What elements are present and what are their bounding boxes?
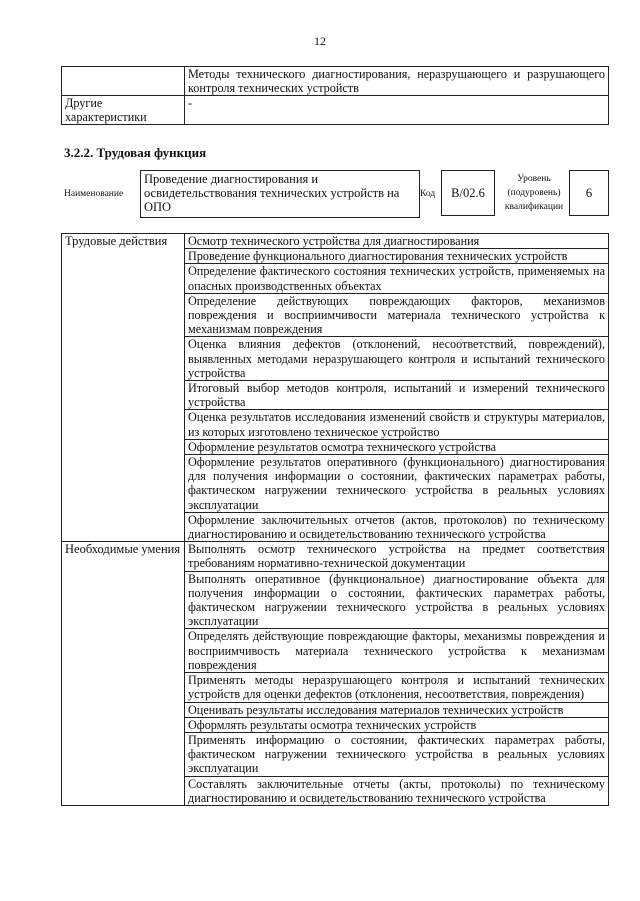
table-row <box>62 542 609 571</box>
section-item: Составлять заключительные отчеты (акты, протоколы) по техническому диагностированию и освидетельствованию технического устройства <box>185 776 609 805</box>
page-number: 12 <box>314 34 326 48</box>
section-item: Выполнять осмотр технического устройства на предмет соответствия требованиям нормативно-технической документации <box>185 542 609 571</box>
section-item: Оценка результатов исследования изменений свойств и структуры материалов, из которых изготовлено техническое устройство <box>185 410 609 439</box>
row-value: - <box>185 96 609 125</box>
section-item: Оформление заключительных отчетов (актов, протоколов) по техническому диагностированию и освидетельствованию технического устройства <box>185 512 609 541</box>
row-label <box>62 67 185 96</box>
section-item: Определение фактического состояния технических устройств, применяемых на опасных производственных объектах <box>185 264 609 293</box>
section-title: 3.2.2. Трудовая функция <box>64 145 207 160</box>
section-item: Проведение функционального диагностирования технических устройств <box>185 249 609 264</box>
section-label: Трудовые действия <box>62 234 185 542</box>
section-item: Оформление результатов оперативного (функционального) диагностирования для получения информации о состоянии, фактических параметрах работы, фактическом нагружении технического устройства в реальных условиях эксплуатации <box>185 455 609 513</box>
function-header <box>64 170 610 220</box>
name-label: Наименование <box>64 189 124 199</box>
top-table <box>61 66 609 125</box>
level-label: Уровень (подуровень) квалификации <box>504 174 564 212</box>
section-item: Осмотр технического устройства для диагностирования <box>185 234 609 249</box>
section-item: Итоговый выбор методов контроля, испытаний и измерений технического устройства <box>185 381 609 410</box>
section-item: Оценка влияния дефектов (отклонений, несоответствий, повреждений), выявленных методами неразрушающего контроля и испытаний технического устройства <box>185 337 609 381</box>
table-row <box>62 234 609 249</box>
code-label: Код <box>420 189 436 199</box>
row-label: Другие характеристики <box>62 96 185 125</box>
section-item: Оценивать результаты исследования материалов технических устройств <box>185 702 609 717</box>
table-row <box>62 67 609 96</box>
main-table-body <box>62 234 609 806</box>
section-item: Выполнять оперативное (функциональное) диагностирование объекта для получения информации о состоянии, фактических параметрах работы, фактическом нагружении технического устройства в реальных условиях эксплуатации <box>185 571 609 629</box>
section-item: Применять методы неразрушающего контроля и испытаний технических устройств для оценки дефектов (отклонения, несоответствия, повреждения) <box>185 673 609 702</box>
level-value: 6 <box>569 170 609 216</box>
section-label: Необходимые умения <box>62 542 185 806</box>
section-item: Определение действующих повреждающих факторов, механизмов повреждения и восприимчивости материала технического устройства к механизмам повреждения <box>185 293 609 337</box>
main-table <box>61 233 609 806</box>
section-item: Оформление результатов осмотра технического устройства <box>185 439 609 454</box>
section-item: Применять информацию о состоянии, фактических параметрах работы, фактическом нагружении технического устройства в реальных условиях эксплуатации <box>185 732 609 776</box>
section-item: Определять действующие повреждающие факторы, механизмы повреждения и восприимчивость материала технического устройства к механизмам повреждения <box>185 629 609 673</box>
table-row <box>62 96 609 125</box>
code-value: В/02.6 <box>441 170 495 216</box>
row-value: Методы технического диагностирования, неразрушающего и разрушающего контроля технических устройств <box>185 67 609 96</box>
name-value: Проведение диагностирования и освидетельствования технических устройств на ОПО <box>140 170 420 218</box>
section-item: Оформлять результаты осмотра технических устройств <box>185 717 609 732</box>
